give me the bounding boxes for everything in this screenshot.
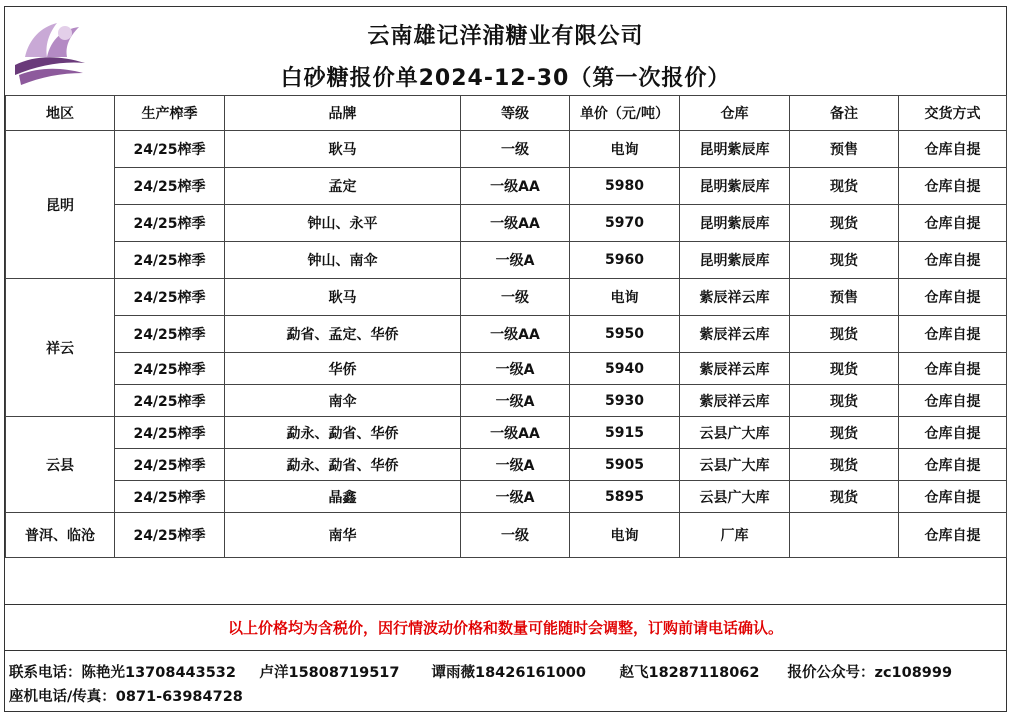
delivery-cell: 仓库自提	[899, 449, 1007, 481]
column-header: 等级	[461, 96, 570, 131]
warehouse-cell: 云县广大库	[680, 449, 790, 481]
price-cell: 电询	[570, 513, 680, 558]
table-row	[6, 481, 1007, 513]
contact-person: 谭雨薇18426161000	[431, 665, 586, 681]
blank-row	[5, 560, 1006, 605]
delivery-cell: 仓库自提	[899, 316, 1007, 353]
price-cell: 5915	[570, 417, 680, 449]
grade-cell: 一级	[461, 279, 570, 316]
price-cell: 5940	[570, 353, 680, 385]
column-header: 交货方式	[899, 96, 1007, 131]
season-cell: 24/25榨季	[115, 385, 225, 417]
grade-cell: 一级	[461, 513, 570, 558]
table-row	[6, 168, 1007, 205]
warehouse-cell: 昆明紫辰库	[680, 205, 790, 242]
table-row	[6, 131, 1007, 168]
price-cell: 5980	[570, 168, 680, 205]
table-row	[6, 513, 1007, 558]
price-cell: 5960	[570, 242, 680, 279]
contact-person: 赵飞18287118062	[619, 665, 760, 681]
price-sheet	[4, 6, 1007, 712]
table-row	[6, 279, 1007, 316]
delivery-cell: 仓库自提	[899, 279, 1007, 316]
delivery-cell: 仓库自提	[899, 353, 1007, 385]
warehouse-cell: 昆明紫辰库	[680, 168, 790, 205]
season-cell: 24/25榨季	[115, 316, 225, 353]
price-notice: 以上价格均为含税价，因行情波动价格和数量可能随时会调整，订购前请电话确认。	[5, 605, 1006, 651]
warehouse-cell: 紫辰祥云库	[680, 385, 790, 417]
note-cell: 预售	[790, 279, 899, 316]
column-header: 品牌	[225, 96, 461, 131]
note-cell: 现货	[790, 205, 899, 242]
season-cell: 24/25榨季	[115, 242, 225, 279]
note-cell: 现货	[790, 449, 899, 481]
price-cell: 5895	[570, 481, 680, 513]
brand-cell: 南华	[225, 513, 461, 558]
season-cell: 24/25榨季	[115, 513, 225, 558]
column-header: 仓库	[680, 96, 790, 131]
delivery-cell: 仓库自提	[899, 205, 1007, 242]
region-cell: 祥云	[6, 279, 115, 417]
column-header: 单价（元/吨）	[570, 96, 680, 131]
delivery-cell: 仓库自提	[899, 242, 1007, 279]
warehouse-cell: 厂库	[680, 513, 790, 558]
note-cell: 现货	[790, 385, 899, 417]
delivery-cell: 仓库自提	[899, 417, 1007, 449]
delivery-cell: 仓库自提	[899, 513, 1007, 558]
delivery-cell: 仓库自提	[899, 385, 1007, 417]
table-row	[6, 353, 1007, 385]
brand-cell: 钟山、南伞	[225, 242, 461, 279]
grade-cell: 一级A	[461, 385, 570, 417]
season-cell: 24/25榨季	[115, 131, 225, 168]
warehouse-cell: 昆明紫辰库	[680, 242, 790, 279]
company-name: 云南雄记洋浦糖业有限公司	[367, 24, 644, 49]
contact-label: 联系电话：	[9, 665, 82, 681]
contact-line	[9, 661, 952, 682]
brand-cell: 晶鑫	[225, 481, 461, 513]
price-cell: 电询	[570, 279, 680, 316]
table-row	[6, 242, 1007, 279]
grade-cell: 一级A	[461, 449, 570, 481]
price-cell: 5970	[570, 205, 680, 242]
season-cell: 24/25榨季	[115, 279, 225, 316]
note-cell	[790, 513, 899, 558]
price-cell: 电询	[570, 131, 680, 168]
column-header: 地区	[6, 96, 115, 131]
grade-cell: 一级A	[461, 242, 570, 279]
price-cell: 5930	[570, 385, 680, 417]
column-header: 备注	[790, 96, 899, 131]
brand-cell: 南伞	[225, 385, 461, 417]
warehouse-cell: 云县广大库	[680, 481, 790, 513]
landline-line: 座机电话/传真：0871-63984728	[9, 689, 243, 705]
grade-cell: 一级	[461, 131, 570, 168]
note-cell: 现货	[790, 481, 899, 513]
brand-cell: 孟定	[225, 168, 461, 205]
table-row	[6, 417, 1007, 449]
brand-cell: 耿马	[225, 279, 461, 316]
warehouse-cell: 紫辰祥云库	[680, 279, 790, 316]
delivery-cell: 仓库自提	[899, 481, 1007, 513]
season-cell: 24/25榨季	[115, 449, 225, 481]
grade-cell: 一级AA	[461, 168, 570, 205]
region-cell: 昆明	[6, 131, 115, 279]
quote-title: 白砂糖报价单2024-12-30（第一次报价）	[280, 66, 731, 91]
delivery-cell: 仓库自提	[899, 131, 1007, 168]
contact-person: 陈艳光13708443532	[81, 665, 236, 681]
brand-cell: 耿马	[225, 131, 461, 168]
note-cell: 现货	[790, 417, 899, 449]
brand-cell: 勐永、勐省、华侨	[225, 417, 461, 449]
warehouse-cell: 紫辰祥云库	[680, 353, 790, 385]
column-header: 生产榨季	[115, 96, 225, 131]
note-cell: 现货	[790, 353, 899, 385]
brand-cell: 钟山、永平	[225, 205, 461, 242]
table-row	[6, 385, 1007, 417]
region-cell: 云县	[6, 417, 115, 513]
note-cell: 现货	[790, 168, 899, 205]
grade-cell: 一级A	[461, 353, 570, 385]
table-row	[6, 205, 1007, 242]
season-cell: 24/25榨季	[115, 481, 225, 513]
price-table	[5, 95, 1007, 558]
note-cell: 现货	[790, 316, 899, 353]
table-row	[6, 316, 1007, 353]
season-cell: 24/25榨季	[115, 168, 225, 205]
season-cell: 24/25榨季	[115, 353, 225, 385]
price-cell: 5905	[570, 449, 680, 481]
warehouse-cell: 紫辰祥云库	[680, 316, 790, 353]
note-cell: 现货	[790, 242, 899, 279]
note-cell: 预售	[790, 131, 899, 168]
grade-cell: 一级AA	[461, 205, 570, 242]
brand-cell: 勐省、孟定、华侨	[225, 316, 461, 353]
brand-cell: 勐永、勐省、华侨	[225, 449, 461, 481]
delivery-cell: 仓库自提	[899, 168, 1007, 205]
wechat-account: 报价公众号：zc108999	[787, 665, 953, 681]
season-cell: 24/25榨季	[115, 417, 225, 449]
season-cell: 24/25榨季	[115, 205, 225, 242]
grade-cell: 一级AA	[461, 316, 570, 353]
contact-person: 卢洋15808719517	[259, 665, 400, 681]
price-cell: 5950	[570, 316, 680, 353]
grade-cell: 一级AA	[461, 417, 570, 449]
region-cell: 普洱、临沧	[6, 513, 115, 558]
sheet-header	[5, 7, 1006, 96]
brand-cell: 华侨	[225, 353, 461, 385]
warehouse-cell: 昆明紫辰库	[680, 131, 790, 168]
table-row	[6, 449, 1007, 481]
table-header-row	[6, 96, 1007, 131]
grade-cell: 一级A	[461, 481, 570, 513]
warehouse-cell: 云县广大库	[680, 417, 790, 449]
